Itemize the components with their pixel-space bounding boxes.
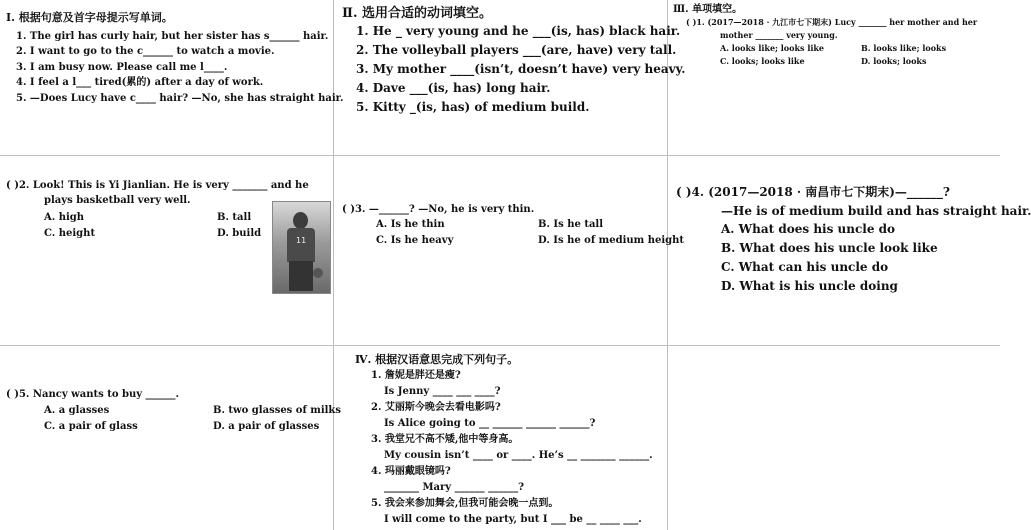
player-legs [289,261,313,291]
section-heading: Ⅰ. 根据句意及首字母提示写单词。 [6,11,173,24]
english-sentence: Is Jenny ____ ___ ____? [384,386,501,397]
chinese-prompt: 4. 玛丽戴眼镜吗? [371,466,451,477]
english-sentence: I will come to the party, but I ___ be __ ____ ___. [384,514,642,525]
english-sentence: _______ Mary ______ ______? [384,482,524,493]
option-c: C. looks; looks like [720,56,805,66]
panel-empty [668,346,1000,530]
question-item: 1. The girl has curly hair, but her sister has s______ hair. [16,31,329,42]
option-a: A. What does his uncle do [721,222,896,236]
option-d: D. Is he of medium height [538,235,685,246]
basketball-player-photo [272,201,331,294]
chinese-prompt: 2. 艾丽斯今晚会去看电影吗? [371,402,501,413]
option-a: A. looks like; looks like [720,43,825,53]
option-b: B. Is he tall [538,219,604,230]
question-line: plays basketball very well. [44,195,191,206]
question-line: ( )1. (2017—2018 · 九江市七下期末) Lucy _______ her mother and her [686,17,978,27]
question-item: 4. Dave ___(is, has) long hair. [356,81,551,95]
chinese-prompt: 5. 我会来参加舞会,但我可能会晚一点到。 [371,498,559,509]
option-d: D. What is his uncle doing [721,279,898,293]
section-heading: Ⅳ. 根据汉语意思完成下列句子。 [355,353,519,366]
option-b: B. tall [217,212,252,223]
question-line: ( )4. (2017—2018 · 南昌市七下期末)—______? [676,185,950,199]
question-line: mother _______ very young. [720,30,838,40]
divider-h1 [0,155,1000,156]
option-c: C. Is he heavy [376,235,454,246]
section-heading: Ⅱ. 选用合适的动词填空。 [342,6,493,21]
question-item: 2. I want to go to the c______ to watch a movie. [16,46,275,57]
option-d: D. a pair of glasses [213,421,320,432]
basketball-icon [313,268,323,278]
question-item: 1. He _ very young and he ___(is, has) black hair. [356,24,681,38]
question-item: 3. My mother ____(isn’t, doesn’t have) very heavy. [356,62,686,76]
option-b: B. looks like; looks [861,43,947,53]
question-line: ( )3. —______? —No, he is very thin. [342,204,535,215]
option-d: D. build [217,228,262,239]
question-line: ( )2. Look! This is Yi Jianlian. He is very _______ and he [6,180,309,191]
question-item: 3. I am busy now. Please call me l____. [16,62,228,73]
option-d: D. looks; looks [861,56,927,66]
chinese-prompt: 1. 詹妮是胖还是瘦? [371,370,461,381]
option-c: C. a pair of glass [44,421,138,432]
section-heading: Ⅲ. 单项填空。 [673,4,743,15]
english-sentence: Is Alice going to __ ______ ______ ______? [384,418,596,429]
jersey-number: 11 [296,236,307,245]
option-a: A. high [44,212,85,223]
divider-v1 [333,0,334,530]
question-line: —He is of medium build and has straight hair. [721,204,1031,218]
english-sentence: My cousin isn’t ____ or ____. He’s __ _______ ______. [384,450,653,461]
player-head [293,212,308,229]
option-a: A. a glasses [44,405,110,416]
option-a: A. Is he thin [376,219,445,230]
question-item: 2. The volleyball players ___(are, have) very tall. [356,43,677,57]
chinese-prompt: 3. 我堂兄不高不矮,他中等身高。 [371,434,519,445]
question-line: ( )5. Nancy wants to buy ______. [6,389,180,400]
option-b: B. two glasses of milks [213,405,341,416]
question-item: 5. Kitty _(is, has) of medium build. [356,100,590,114]
option-c: C. height [44,228,96,239]
question-item: 4. I feel a l___ tired(累的) after a day of work. [16,77,264,88]
option-b: B. What does his uncle look like [721,241,938,255]
player-jersey [287,228,315,262]
option-c: C. What can his uncle do [721,260,889,274]
question-item: 5. —Does Lucy have c____ hair? —No, she has straight hair. [16,93,344,104]
